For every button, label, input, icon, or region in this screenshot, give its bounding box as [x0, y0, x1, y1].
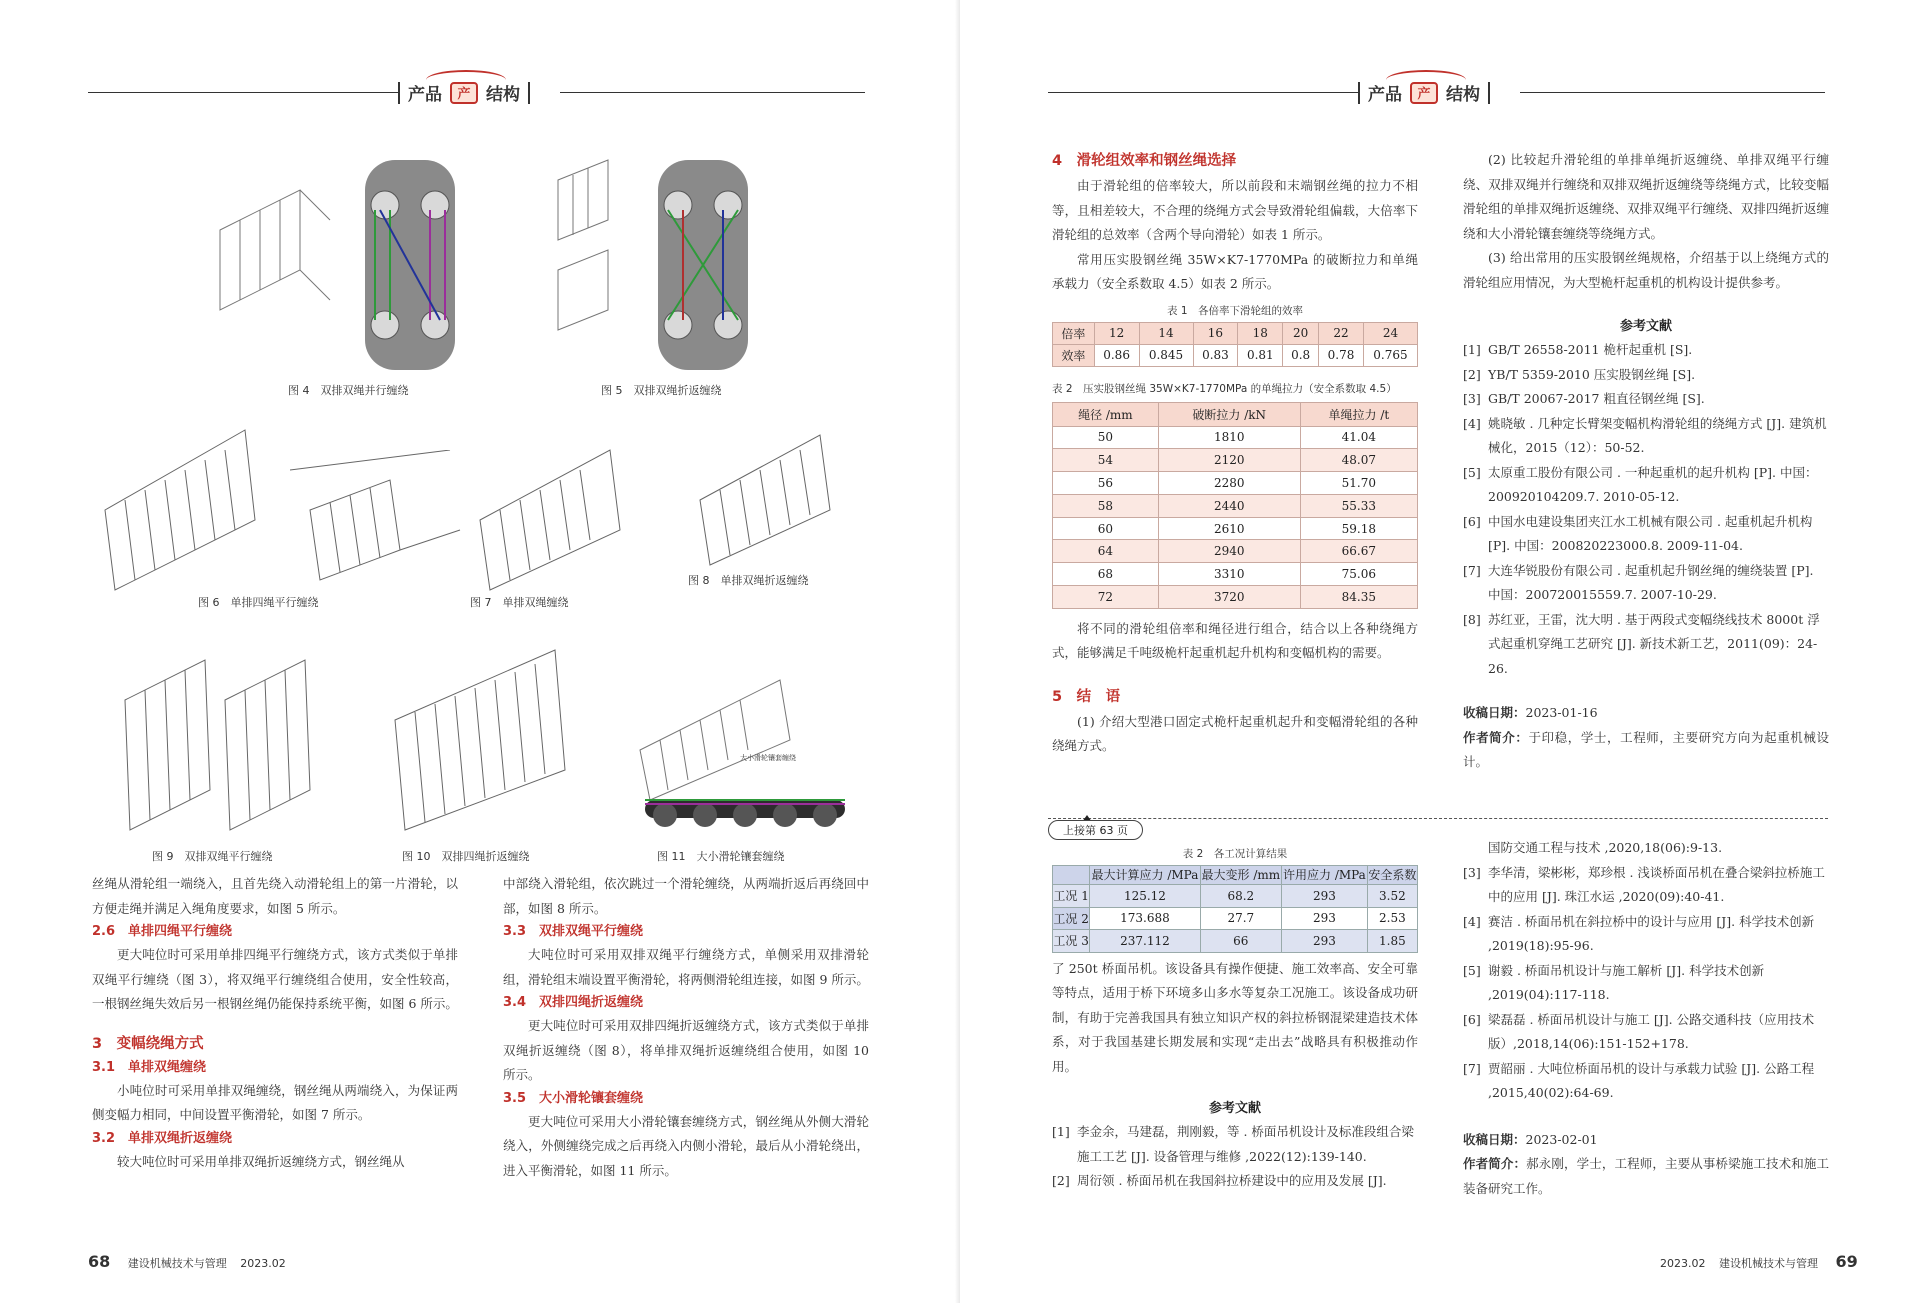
issue: 2023.02 — [240, 1257, 286, 1270]
reference-list — [1463, 338, 1829, 681]
left-column-1 — [92, 872, 458, 1174]
table-cell: 237.112 — [1090, 930, 1200, 953]
paragraph: 将不同的滑轮组倍率和绳径进行组合，结合以上各种绕绳方式，能够满足千吨级桅杆起重机起升机构和变幅机构的需要。 — [1052, 620, 1418, 661]
figure-10-drawing — [385, 640, 605, 840]
table-cell: 20 — [1283, 322, 1319, 344]
table-cell: 工况 1 — [1053, 885, 1090, 908]
figure-6-drawing — [95, 410, 275, 600]
table-row — [1053, 563, 1418, 586]
reference-text: 赛洁 . 桥面吊机在斜拉桥中的设计与应用 [J]. 科学技术创新 ,2019(18):95-96. — [1488, 913, 1815, 953]
table-cell: 60 — [1053, 517, 1159, 540]
paragraph: (2) 比较起升滑轮组的单排单绳折返缠绕、单排双绳平行缠绕、双排双绳并行缠绕和双排双绳折返缠绕等绕绳方式，比较变幅滑轮组的单排双绳折返缠绕、双排双绳平行缠绕、双排四绳折返缠绕和大小滑轮镶套缠绕等绕绳方式。 — [1463, 152, 1829, 241]
right-column-2 — [1463, 148, 1829, 775]
figure-6-caption: 图 6 单排四绳平行缠绕 — [198, 596, 319, 609]
references-title: 参考文献 — [1619, 319, 1672, 334]
header-rule — [1048, 92, 1358, 93]
table-cell: 293 — [1282, 885, 1368, 908]
figure-10-caption: 图 10 双排四绳折返缠绕 — [402, 850, 530, 863]
reference-number: [5] — [1463, 962, 1481, 978]
table-cell: 48.07 — [1300, 449, 1417, 472]
received-label: 收稿日期： — [1463, 705, 1526, 720]
reference-text: 梁磊磊 . 桥面吊机设计与施工 [J]. 公路交通科技（应用技术版）,2018,14(06):151-152+178. — [1488, 1011, 1815, 1051]
reference-number: [2] — [1463, 366, 1481, 382]
table-cell: 0.83 — [1193, 344, 1238, 366]
table-cell: 27.7 — [1200, 907, 1281, 930]
table-cell: 0.78 — [1319, 344, 1364, 366]
reference-item — [1463, 1008, 1829, 1057]
reference-number: [6] — [1463, 513, 1481, 529]
reference-item — [1463, 387, 1829, 412]
magazine-logo-icon: 产 — [450, 82, 478, 104]
table-cell: 0.8 — [1283, 344, 1319, 366]
table-cell: 12 — [1094, 322, 1139, 344]
reference-number: [1] — [1052, 1124, 1070, 1139]
table-cell: 51.70 — [1300, 472, 1417, 495]
header-word: 产品 — [408, 85, 442, 105]
reference-list — [1463, 861, 1829, 1106]
paragraph: 更大吨位时可采用单排四绳平行缠绕方式，该方式类似于单排双绳平行缠绕（图 3），将双绳平行缠绕组合使用，安全性较高，一根钢丝绳失效后另一根钢丝绳仍能保持系统平衡，如图 6 所示。 — [92, 947, 458, 1011]
header-rule — [560, 92, 865, 93]
reference-number: [7] — [1463, 1060, 1481, 1076]
received-date: 2023-01-16 — [1525, 705, 1598, 720]
figure-4-caption: 图 4 双排双绳并行缠绕 — [288, 384, 409, 397]
table-3-caption: 表 2 各工况计算结果 — [1182, 848, 1288, 860]
header-rule — [1520, 92, 1825, 93]
table-row — [1053, 426, 1418, 449]
paragraph: 丝绳从滑轮组一端绕入，且首先绕入动滑轮组上的第一片滑轮，以方便走绳并满足入绳角度要求，如图 5 所示。 — [92, 876, 458, 916]
table-cell: 2280 — [1158, 472, 1300, 495]
table-cell: 58 — [1053, 494, 1159, 517]
reference-number: [3] — [1463, 391, 1481, 406]
paragraph: 中部绕入滑轮组，依次跳过一个滑轮缠绕，从两端折返后再绕回中部，如图 8 所示。 — [503, 876, 869, 916]
table-cell: 72 — [1053, 586, 1159, 609]
table-cell: 125.12 — [1090, 885, 1200, 908]
paragraph: 较大吨位时可采用单排双绳折返缠绕方式，钢丝绳从 — [117, 1153, 405, 1169]
page-footer — [88, 1252, 286, 1271]
table-cell: 14 — [1139, 322, 1193, 344]
figure-5-caption: 图 5 双排双绳折返缠绕 — [601, 384, 722, 397]
table-cell: 3720 — [1158, 586, 1300, 609]
section-heading: 3.4 双排四绳折返缠绕 — [503, 995, 644, 1010]
figure-8-drawing — [690, 420, 850, 570]
table-2 — [1052, 402, 1418, 609]
table-cell: 0.845 — [1139, 344, 1193, 366]
reference-item — [1463, 510, 1829, 559]
table-1-caption: 表 1 各倍率下滑轮组的效率 — [1166, 304, 1304, 317]
table-cell: 18 — [1238, 322, 1283, 344]
section-heading: 2.6 单排四绳平行缠绕 — [92, 924, 233, 939]
table-cell: 0.765 — [1363, 344, 1417, 366]
table-cell: 55.33 — [1300, 494, 1417, 517]
table-cell: 66.67 — [1300, 540, 1417, 563]
table-header — [1053, 866, 1090, 885]
table-cell: 56 — [1053, 472, 1159, 495]
paragraph: 由于滑轮组的倍率较大，所以前段和末端钢丝绳的拉力不相等，且相差较大，不合理的绕绳方式会导致滑轮组偏载，大倍率下滑轮组的总效率（含两个导向滑轮）如表 1 所示。 — [1052, 178, 1418, 242]
table-row — [1053, 907, 1418, 930]
table-cell: 2440 — [1158, 494, 1300, 517]
reference-item — [1463, 412, 1829, 461]
figure-4-drawing — [200, 150, 480, 380]
table-header: 安全系数 — [1367, 866, 1417, 885]
figure-9-drawing — [115, 640, 335, 840]
table-row — [1053, 586, 1418, 609]
reference-item — [1463, 559, 1829, 608]
section-heading: 3.5 大小滑轮镶套缠绕 — [503, 1090, 644, 1106]
table-cell: 2.53 — [1367, 907, 1417, 930]
table-row — [1053, 930, 1418, 953]
reference-text: 李金余，马建磊，荆刚毅，等 . 桥面吊机设计及标准段组合梁施工工艺 [J]. 设备管理与维修 ,2022(12):139-140. — [1077, 1124, 1414, 1164]
reference-text: 苏红亚，王雷，沈大明 . 基于两段式变幅绕线技术 8000t 浮式起重机穿绳工艺研究 [J]. 新技术新工艺，2011(09)：24-26. — [1488, 611, 1820, 676]
page-header — [1358, 80, 1490, 105]
table-cell: 173.688 — [1090, 907, 1200, 930]
figure-11-caption: 图 11 大小滑轮镶套缠绕 — [657, 850, 785, 863]
table-cell: 59.18 — [1300, 517, 1417, 540]
figure-11-inner-label: 大小滑轮镶套缠绕 — [740, 754, 796, 762]
author-bio: 郝永刚，学士，工程师，主要从事桥梁施工技术和施工装备研究工作。 — [1463, 1156, 1829, 1196]
page-header — [398, 80, 530, 105]
reference-item — [1463, 338, 1829, 363]
table-cell: 16 — [1193, 322, 1238, 344]
table-cell: 84.35 — [1300, 586, 1417, 609]
reference-number: [8] — [1463, 611, 1481, 627]
paragraph: 大吨位时可采用双排双绳平行缠绕方式，单侧采用双排滑轮组，滑轮组末端设置平衡滑轮，将两侧滑轮组连接，如图 9 所示。 — [503, 947, 869, 987]
table-2-caption: 表 2 压实股钢丝绳 35W×K7-1770MPa 的单绳拉力（安全系数取 4.5） — [1052, 382, 1397, 395]
received-date: 2023-02-01 — [1525, 1131, 1598, 1147]
reference-text: 李华清，梁彬彬，郑珍根 . 浅谈桥面吊机在叠合梁斜拉桥施工中的应用 [J]. 珠江水运 ,2020(09):40-41. — [1488, 864, 1825, 904]
paragraph: 了 250t 桥面吊机。该设备具有操作便捷、施工效率高、安全可靠等特点，适用于桥下环境多山多水等复杂工况施工。该设备成功研制，有助于完善我国具有独立知识产权的斜拉桥钢混梁建造技术体系，对于我国基建长期发展和实现“走出去”战略具有积极推动作用。 — [1052, 960, 1418, 1074]
table-header: 绳径 /mm — [1053, 402, 1159, 426]
continued-from-badge: 上接第 63 页 — [1048, 820, 1143, 840]
table-1 — [1052, 322, 1418, 367]
figure-7-drawing — [290, 450, 470, 590]
paragraph: 更大吨位时可采用双排四绳折返缠绕方式，该方式类似于单排双绳折返缠绕（图 8），将单排双绳折返缠绕组合使用，如图 10 所示。 — [503, 1018, 869, 1082]
reference-text: 太原重工股份有限公司 . 一种起重机的起升机构 [P]. 中国：200920104209.7. 2010-05-12. — [1488, 464, 1818, 504]
table-row — [1053, 540, 1418, 563]
table-cell: 1810 — [1158, 426, 1300, 449]
table-cell: 1.85 — [1367, 930, 1417, 953]
table-header: 最大变形 /mm — [1200, 866, 1281, 885]
author-label: 作者简介： — [1463, 1156, 1527, 1171]
magazine-logo-icon: 产 — [1410, 82, 1438, 104]
table-cell: 24 — [1363, 322, 1417, 344]
reference-text: 姚晓敏 . 几种定长臂架变幅机构滑轮组的绕绳方式 [J]. 建筑机械化，2015（12）：50-52. — [1488, 415, 1827, 455]
reference-number: [4] — [1463, 415, 1481, 431]
table-cell: 50 — [1053, 426, 1159, 449]
table-cell: 68 — [1053, 563, 1159, 586]
header-word: 结构 — [486, 85, 520, 105]
reference-number: [6] — [1463, 1011, 1481, 1027]
table-cell: 3.52 — [1367, 885, 1417, 908]
figure-8-caption: 图 8 单排双绳折返缠绕 — [688, 574, 809, 587]
reference-number: [2] — [1052, 1173, 1070, 1188]
section-heading: 5 结 语 — [1052, 688, 1121, 705]
reference-text: 贾韶丽 . 大吨位桥面吊机的设计与承载力试验 [J]. 公路工程 ,2015,40(02):64-69. — [1488, 1060, 1815, 1100]
reference-item — [1052, 1120, 1418, 1169]
table-cell: 41.04 — [1300, 426, 1417, 449]
reference-item — [1463, 959, 1829, 1008]
table-header: 破断拉力 /kN — [1158, 402, 1300, 426]
reference-text: 周衍领 . 桥面吊机在我国斜拉桥建设中的应用及发展 [J]. — [1077, 1173, 1387, 1188]
reference-number: [5] — [1463, 464, 1481, 480]
section-heading: 3.2 单排双绳折返缠绕 — [92, 1130, 233, 1146]
table-cell: 工况 3 — [1053, 930, 1090, 953]
references-title: 参考文献 — [1208, 1101, 1261, 1116]
right-lower-column-1 — [1052, 846, 1418, 1194]
table-cell: 3310 — [1158, 563, 1300, 586]
reference-list — [1052, 1120, 1418, 1194]
section-heading: 3 变幅绕绳方式 — [92, 1035, 204, 1052]
paragraph: (1) 介绍大型港口固定式桅杆起重机起升和变幅滑轮组的各种绕绳方式。 — [1052, 713, 1418, 754]
issue: 2023.02 — [1660, 1257, 1706, 1270]
reference-item — [1463, 461, 1829, 510]
reference-text: 谢毅 . 桥面吊机设计与施工解析 [J]. 科学技术创新 ,2019(04):117-118. — [1488, 962, 1765, 1002]
table-cell: 0.81 — [1238, 344, 1283, 366]
reference-item — [1463, 1057, 1829, 1106]
table-cell: 工况 2 — [1053, 907, 1090, 930]
reference-item — [1463, 910, 1829, 959]
table-cell: 64 — [1053, 540, 1159, 563]
paragraph: 常用压实股钢丝绳 35W×K7-1770MPa 的破断拉力和单绳承载力（安全系数取 4.5）如表 2 所示。 — [1052, 251, 1418, 291]
reference-item — [1052, 1169, 1418, 1194]
received-label: 收稿日期： — [1463, 1131, 1526, 1147]
right-lower-column-2 — [1463, 836, 1829, 1201]
table-header: 许用应力 /MPa — [1282, 866, 1368, 885]
page-number: 69 — [1835, 1252, 1858, 1271]
reference-text: 中国水电建设集团夹江水工机械有限公司 . 起重机起升机构 [P]. 中国：200820223000.8. 2009-11-04. — [1488, 513, 1813, 553]
header-word: 结构 — [1446, 85, 1480, 105]
page-footer — [1660, 1252, 1858, 1271]
paragraph: (3) 给出常用的压实股钢丝绳规格，介绍基于以上绕绳方式的滑轮组应用情况，为大型桅杆起重机的机构设计提供参考。 — [1463, 250, 1829, 290]
figure-7b-drawing — [470, 430, 640, 600]
section-heading: 3.1 单排双绳缠绕 — [92, 1059, 207, 1075]
header-rule — [88, 92, 398, 93]
right-column-1 — [1052, 148, 1418, 759]
paragraph: 更大吨位可采用大小滑轮镶套缠绕方式，钢丝绳从外侧大滑轮绕入，外侧缠绕完成之后再绕入内侧小滑轮，最后从小滑轮绕出，进入平衡滑轮，如图 11 所示。 — [503, 1113, 869, 1178]
reference-item — [1463, 608, 1829, 682]
section-heading: 3.3 双排双绳平行缠绕 — [503, 924, 644, 939]
journal-name: 建设机械技术与管理 — [1719, 1257, 1818, 1270]
figure-5-drawing — [548, 150, 818, 380]
reference-text: GB/T 20067-2017 粗直径钢丝绳 [S]. — [1488, 391, 1705, 406]
section-heading: 4 滑轮组效率和钢丝绳选择 — [1052, 153, 1237, 169]
table-cell: 68.2 — [1200, 885, 1281, 908]
reference-number: [4] — [1463, 913, 1481, 929]
header-word: 产品 — [1368, 85, 1402, 105]
reference-number: [1] — [1463, 342, 1481, 357]
reference-item — [1463, 363, 1829, 388]
table-row — [1053, 472, 1418, 495]
figure-9-caption: 图 9 双排双绳平行缠绕 — [152, 850, 273, 863]
table-cell: 2940 — [1158, 540, 1300, 563]
table-row — [1053, 885, 1418, 908]
table-cell: 293 — [1282, 907, 1368, 930]
table-cell: 2120 — [1158, 449, 1300, 472]
author-label: 作者简介： — [1463, 729, 1529, 745]
author-bio: 于印稳，学士，工程师，主要研究方向为起重机械设计。 — [1463, 729, 1829, 769]
table-row — [1053, 517, 1418, 540]
left-column-2 — [503, 872, 869, 1183]
table-cell: 2610 — [1158, 517, 1300, 540]
reference-number: [7] — [1463, 562, 1481, 578]
reference-text: GB/T 26558-2011 桅杆起重机 [S]. — [1488, 342, 1693, 357]
table-row — [1053, 494, 1418, 517]
paragraph: 小吨位时可采用单排双绳缠绕，钢丝绳从两端绕入，为保证两侧变幅力相同，中间设置平衡滑轮，如图 7 所示。 — [92, 1082, 458, 1122]
table-3 — [1052, 865, 1418, 953]
table-cell: 倍率 — [1053, 322, 1095, 344]
table-cell: 54 — [1053, 449, 1159, 472]
table-cell: 22 — [1319, 322, 1364, 344]
table-header: 单绳拉力 /t — [1300, 402, 1417, 426]
table-cell: 0.86 — [1094, 344, 1139, 366]
reference-item — [1463, 861, 1829, 910]
reference-text: YB/T 5359-2010 压实股钢丝绳 [S]. — [1488, 366, 1696, 382]
page-number: 68 — [88, 1252, 111, 1271]
table-cell: 66 — [1200, 930, 1281, 953]
table-cell: 75.06 — [1300, 563, 1417, 586]
figure-7-caption: 图 7 单排双绳缠绕 — [470, 596, 569, 609]
table-header: 最大计算应力 /MPa — [1090, 866, 1200, 885]
journal-name: 建设机械技术与管理 — [127, 1257, 227, 1270]
table-cell: 293 — [1282, 930, 1368, 953]
reference-text: 大连华锐股份有限公司 . 起重机起升钢丝绳的缠绕装置 [P]. 中国：200720015559.7. 2007-10-29. — [1488, 562, 1814, 602]
table-cell: 效率 — [1053, 344, 1095, 366]
figure-11-drawing — [630, 670, 860, 845]
continued-divider — [1048, 818, 1828, 820]
reference-continuation: 国防交通工程与技术 ,2020,18(06):9-13. — [1488, 840, 1723, 855]
reference-number: [3] — [1463, 864, 1481, 880]
table-row — [1053, 449, 1418, 472]
right-page — [960, 0, 1920, 1303]
